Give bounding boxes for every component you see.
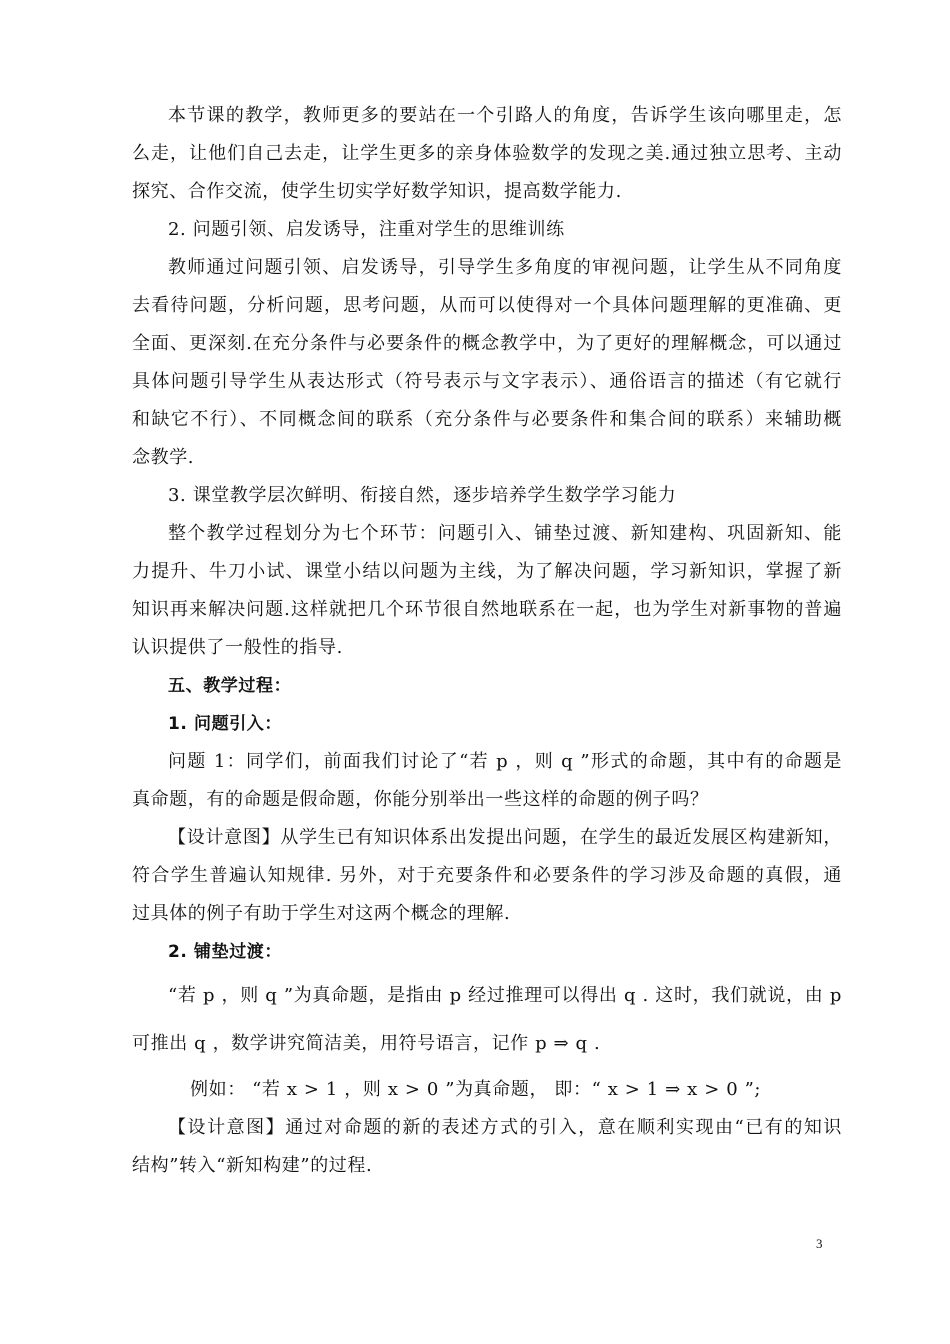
paragraph-line: 整个教学过程划分为七个环节：问题引入、铺垫过渡、新知建构、巩固新知、能 — [168, 523, 842, 544]
subsection-heading: 1. 问题引入： — [168, 714, 283, 734]
paragraph-line: 具体问题引导学生从表达形式（符号表示与文字表示）、通俗语言的描述（有它就行 — [132, 371, 842, 392]
chapter-heading: 五、教学过程： — [168, 676, 292, 696]
design-intent-line: 【设计意图】从学生已有知识体系出发提出问题，在学生的最近发展区构建新知， — [168, 827, 842, 848]
paragraph-line: 结构”转入“新知构建”的过程. — [132, 1155, 373, 1176]
paragraph-line: 探究、合作交流，使学生切实学好数学知识，提高数学能力. — [132, 181, 622, 202]
paragraph-line: 力提升、牛刀小试、课堂小结以问题为主线，为了解决问题，学习新知识，掌握了新 — [132, 561, 842, 582]
paragraph-line: “若 p ，则 q ”为真命题，是指由 p 经过推理可以得出 q . 这时，我们就说，由 p — [168, 985, 842, 1006]
subsection-heading: 2. 铺垫过渡： — [168, 942, 283, 962]
paragraph-line: 和缺它不行）、不同概念间的联系（充分条件与必要条件和集合间的联系）来辅助概 — [132, 409, 842, 430]
design-intent-line: 【设计意图】通过对命题的新的表述方式的引入，意在顺利实现由“已有的知识 — [168, 1117, 842, 1138]
paragraph-line: 问题 1：同学们，前面我们讨论了“若 p ，则 q ”形式的命题，其中有的命题是 — [168, 751, 842, 772]
page-number: 3 — [816, 1236, 823, 1251]
section-heading: 2. 问题引领、启发诱导，注重对学生的思维训练 — [168, 219, 565, 240]
paragraph-line: 去看待问题，分析问题，思考问题，从而可以使得对一个具体问题理解的更准确、更 — [132, 295, 842, 316]
paragraph-line: 么走，让他们自己去走，让学生更多的亲身体验数学的发现之美.通过独立思考、主动 — [132, 143, 842, 164]
section-heading: 3. 课堂教学层次鲜明、衔接自然，逐步培养学生数学学习能力 — [168, 485, 677, 506]
paragraph-line: 知识再来解决问题.这样就把几个环节很自然地联系在一起，也为学生对新事物的普遍 — [132, 599, 842, 620]
paragraph-line: 认识提供了一般性的指导. — [132, 637, 343, 658]
example-line: 例如： “若 x > 1 ，则 x > 0 ”为真命题， 即：“ x > 1 ⇒ x > 0 ”; — [190, 1079, 762, 1100]
paragraph-line: 全面、更深刻.在充分条件与必要条件的概念教学中，为了更好的理解概念，可以通过 — [132, 333, 842, 354]
paragraph-line: 过具体的例子有助于学生对这两个概念的理解. — [132, 903, 511, 924]
paragraph-line: 教师通过问题引领、启发诱导，引导学生多角度的审视问题，让学生从不同角度 — [168, 257, 842, 278]
paragraph-line: 符合学生普遍认知规律. 另外，对于充要条件和必要条件的学习涉及命题的真假，通 — [132, 865, 842, 886]
paragraph-line: 念教学. — [132, 447, 195, 468]
paragraph-line: 真命题，有的命题是假命题，你能分别举出一些这样的命题的例子吗？ — [132, 789, 709, 810]
paragraph-line: 本节课的教学，教师更多的要站在一个引路人的角度，告诉学生该向哪里走，怎 — [168, 105, 842, 126]
paragraph-line: 可推出 q ，数学讲究简洁美，用符号语言，记作 p ⇒ q . — [132, 1033, 601, 1054]
